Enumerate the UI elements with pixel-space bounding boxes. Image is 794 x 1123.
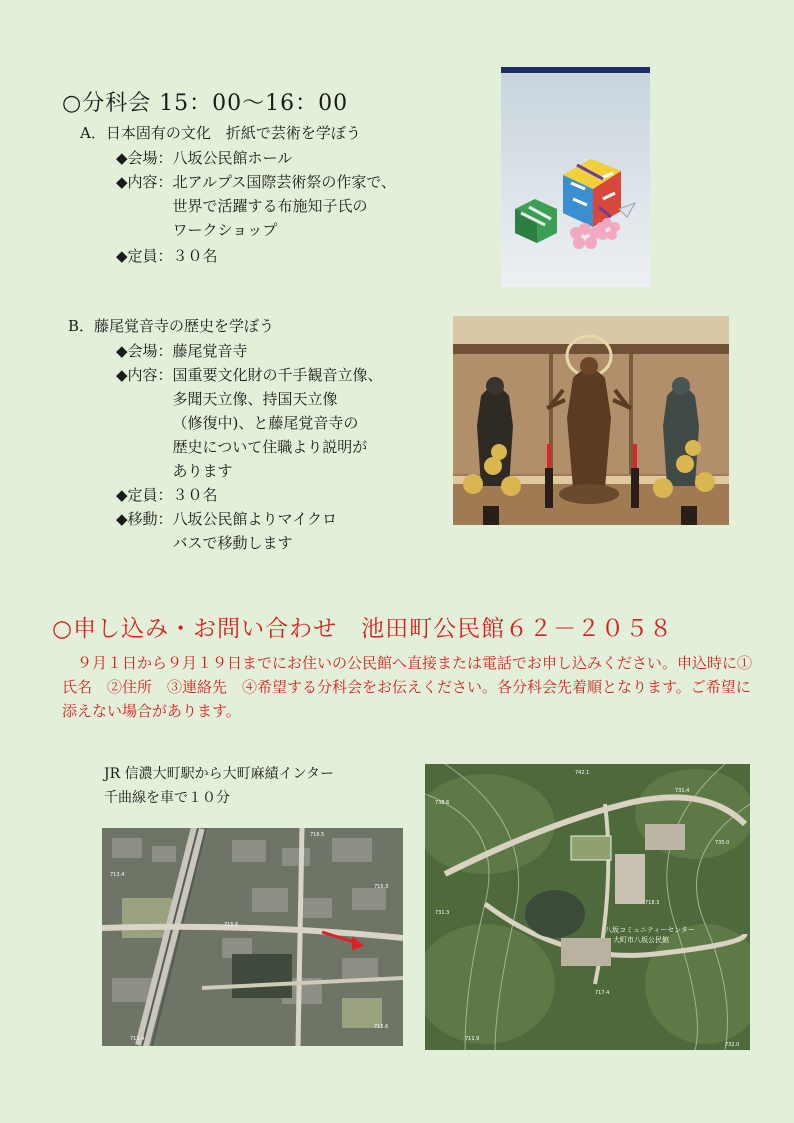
access-line: 千曲線を車で１０分	[104, 790, 230, 806]
access-line: JR 信濃大町駅から大町麻績インター	[104, 766, 335, 782]
section-b-title: B．藤尾覚音寺の歴史を学ぼう	[68, 317, 275, 335]
svg-text:742.1: 742.1	[575, 770, 590, 776]
svg-text:732.0: 732.0	[725, 1042, 740, 1048]
transport-label: ◆移動：	[116, 510, 173, 528]
content-line: 世界で活躍する布施知子氏の	[172, 197, 368, 215]
transport-line: 八坂公民館よりマイクロ	[172, 510, 337, 528]
svg-text:731.3: 731.3	[435, 910, 450, 916]
section-b-capacity	[116, 483, 218, 507]
origami-photo	[501, 67, 650, 287]
venue-value: 藤尾覚音寺	[172, 342, 248, 360]
contact-title: ○申し込み・お問い合わせ 池田町公民館６２－２０５８	[52, 616, 674, 642]
svg-text:713.4: 713.4	[110, 872, 125, 878]
section-a-capacity	[116, 244, 218, 268]
venue-label: ◆会場：	[116, 342, 173, 360]
subcommittee-heading: ○分科会 15：00〜16：00	[62, 91, 349, 116]
svg-text:735.0: 735.0	[715, 840, 730, 846]
section-b-venue	[116, 339, 248, 363]
content-line: ワークショップ	[172, 221, 278, 239]
svg-text:716.5: 716.5	[310, 832, 325, 838]
access-directions	[104, 762, 334, 810]
section-b-content	[116, 363, 383, 483]
transport-line: バスで移動します	[172, 534, 293, 552]
svg-text:731.4: 731.4	[675, 788, 690, 794]
svg-text:711.9: 711.9	[465, 1036, 480, 1042]
content-line: 多聞天立像、持国天立像	[172, 390, 338, 408]
svg-text:715.6: 715.6	[374, 1024, 389, 1030]
content-line: 国重要文化財の千手観音立像、	[172, 366, 383, 384]
content-label: ◆内容：	[116, 366, 173, 384]
venue-value: 八坂公民館ホール	[172, 149, 293, 167]
capacity-label: ◆定員：	[116, 486, 173, 504]
capacity-label: ◆定員：	[116, 247, 173, 265]
map-label: 大町市八坂公民館	[613, 936, 669, 944]
capacity-value: ３０名	[172, 247, 218, 265]
aerial-map-kouminkan	[425, 764, 750, 1050]
content-label: ◆内容：	[116, 173, 173, 191]
content-line: 北アルプス国際芸術祭の作家で、	[172, 173, 397, 191]
svg-text:711.4: 711.4	[130, 1036, 145, 1042]
content-line: （修復中)、と藤尾覚音寺の	[172, 414, 359, 432]
svg-text:715.3: 715.3	[374, 884, 389, 890]
svg-text:717.4: 717.4	[595, 990, 610, 996]
content-line: 歴史について住職より説明が	[172, 438, 368, 456]
svg-text:738.6: 738.6	[435, 800, 450, 806]
temple-statues-photo	[453, 316, 729, 525]
section-a-title: A．日本固有の文化 折紙で芸術を学ぼう	[80, 124, 361, 142]
content-line: あります	[172, 462, 233, 480]
svg-text:715.6: 715.6	[224, 922, 239, 928]
venue-label: ◆会場：	[116, 149, 173, 167]
map-label: 八坂コミュニティーセンター	[605, 926, 695, 934]
section-b-transport	[116, 507, 337, 555]
capacity-value: ３０名	[172, 486, 218, 504]
svg-text:718.3: 718.3	[645, 900, 660, 906]
section-a-content	[116, 170, 396, 242]
section-a-venue	[116, 146, 292, 170]
aerial-map-station	[102, 828, 403, 1046]
contact-body: ９月１日から９月１９日までにお住いの公民館へ直接または電話でお申し込みください。申込時に①氏名 ②住所 ③連絡先 ④希望する分科会をお伝えください。各分科会先着順となります。ご希望に添えない場合があります。	[62, 654, 753, 720]
